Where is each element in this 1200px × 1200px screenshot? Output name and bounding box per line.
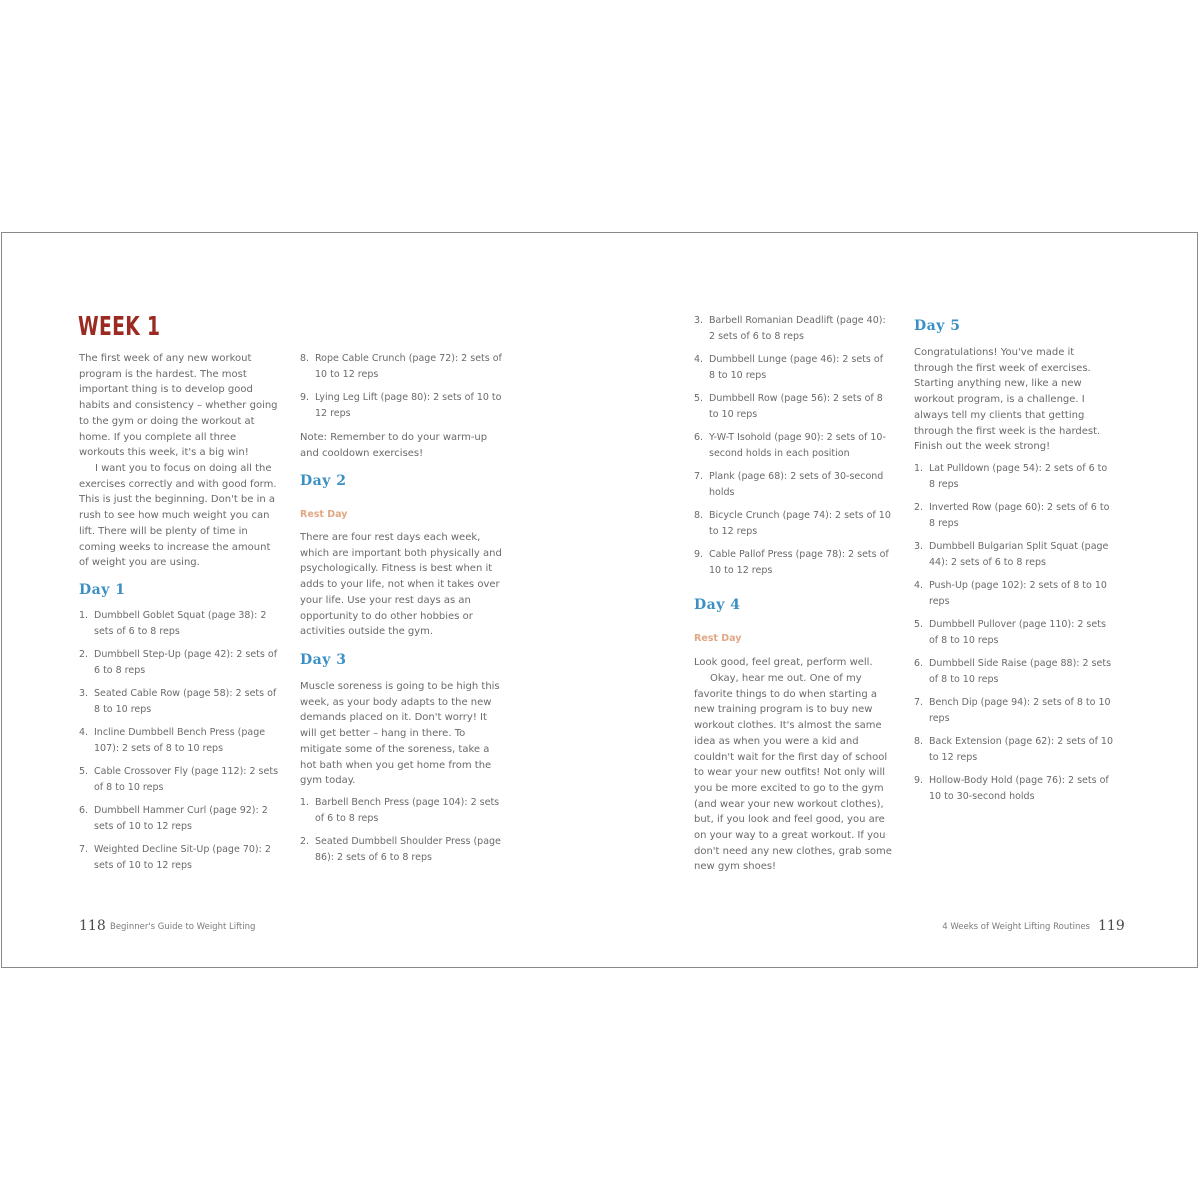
list-item: 5. Dumbbell Row (page 56): 2 sets of 8 to 10 reps bbox=[694, 393, 883, 420]
list-item: 6. Y-W-T Isohold (page 90): 2 sets of 10-second holds in each position bbox=[694, 432, 886, 459]
list-item: 6. Dumbbell Side Raise (page 88): 2 sets of 8 to 10 reps bbox=[914, 658, 1112, 685]
list-item: 2. Dumbbell Step-Up (page 42): 2 sets of 6 to 8 reps bbox=[79, 649, 278, 676]
list-item: 1. Dumbbell Goblet Squat (page 38): 2 sets of 6 to 8 reps bbox=[79, 610, 267, 637]
day-5-body: Congratulations! You've made it through the first week of exercises. Starting anything new, like a new workout program, is a challenge. I always tell my clients that getting through the first week is the hardest. Finish out the week strong! bbox=[914, 347, 1101, 453]
list-item: 1. Lat Pulldown (page 54): 2 sets of 6 to 8 reps bbox=[914, 463, 1108, 490]
list-item: 2. Seated Dumbbell Shoulder Press (page 86): 2 sets of 6 to 8 reps bbox=[300, 836, 501, 863]
day-1-note: Note: Remember to do your warm-up and cooldown exercises! bbox=[300, 432, 488, 459]
list-item: 8. Back Extension (page 62): 2 sets of 10 to 12 reps bbox=[914, 736, 1114, 763]
list-item: 3. Dumbbell Bulgarian Split Squat (page 44): 2 sets of 6 to 8 reps bbox=[914, 541, 1109, 568]
list-item: 2. Inverted Row (page 60): 2 sets of 6 to 8 reps bbox=[914, 502, 1110, 529]
running-footer-left: Beginner's Guide to Weight Lifting bbox=[110, 922, 256, 932]
list-item: 4. Dumbbell Lunge (page 46): 2 sets of 8 to 10 reps bbox=[694, 354, 884, 381]
day-4-rest-label: Rest Day bbox=[694, 633, 742, 644]
list-item: 8. Rope Cable Crunch (page 72): 2 sets of 10 to 12 reps bbox=[300, 353, 502, 380]
day-2-rest-label: Rest Day bbox=[300, 509, 348, 520]
list-item: 4. Push-Up (page 102): 2 sets of 8 to 10 reps bbox=[914, 580, 1107, 607]
page-number-left: 118 bbox=[79, 918, 106, 934]
intro-paragraph-1: The first week of any new workout program is the hardest. The most important thing is to develop good habits and consistency – whether going to the gym or doing the workout at home. If you complete all three workouts this week, it's a big win! bbox=[79, 353, 278, 459]
list-item: 7. Bench Dip (page 94): 2 sets of 8 to 10 reps bbox=[914, 697, 1111, 724]
day-2-heading: Day 2 bbox=[300, 473, 347, 489]
day-3-heading: Day 3 bbox=[300, 652, 347, 668]
list-item: 4. Incline Dumbbell Bench Press (page 107): 2 sets of 8 to 10 reps bbox=[79, 727, 266, 754]
list-item: 1. Barbell Bench Press (page 104): 2 sets of 6 to 8 reps bbox=[300, 797, 500, 824]
day-4-body: Okay, hear me out. One of my favorite things to do when starting a new training program is to buy new workout clothes. It's almost the same idea as when you were a kid and couldn't wait for the first day of school to wear your new outfits! Not only will you be more excited to go to the gym (and wear your new workout clothes), but, if you look and feel good, you are on your way to a great workout. If you don't need any new clothes, grab some new gym shoes! bbox=[694, 673, 892, 873]
intro-paragraph-2: I want you to focus on doing all the exercises correctly and with good form. This is just the beginning. Don't be in a rush to see how much weight you can lift. There will be plenty of time in coming weeks to increase the amount of weight you are using. bbox=[79, 463, 277, 569]
list-item: 9. Hollow-Body Hold (page 76): 2 sets of 10 to 30-second holds bbox=[914, 775, 1109, 802]
list-item: 7. Plank (page 68): 2 sets of 30-second holds bbox=[694, 471, 884, 498]
list-item: 6. Dumbbell Hammer Curl (page 92): 2 sets of 10 to 12 reps bbox=[79, 805, 268, 832]
day-4-heading: Day 4 bbox=[694, 597, 741, 613]
day-1-heading: Day 1 bbox=[79, 582, 126, 598]
day-2-body: There are four rest days each week, which are important both physically and psychologically. Fitness is best when it adds to your life, not when it takes over your life. Use your rest days as an opportunity to do other hobbies or activities outside the gym. bbox=[300, 532, 502, 638]
list-item: 3. Seated Cable Row (page 58): 2 sets of 8 to 10 reps bbox=[79, 688, 277, 715]
running-footer-right: 4 Weeks of Weight Lifting Routines bbox=[942, 922, 1090, 932]
day-3-body: Muscle soreness is going to be high this week, as your body adapts to the new demands placed on it. Don't worry! It will get better – hang in there. To mitigate some of the soreness, take a hot bath when you get home from the gym today. bbox=[300, 681, 500, 787]
list-item: 9. Cable Pallof Press (page 78): 2 sets of 10 to 12 reps bbox=[694, 549, 889, 576]
day-4-lead: Look good, feel great, perform well. bbox=[694, 657, 873, 668]
list-item: 3. Barbell Romanian Deadlift (page 40): 2 sets of 6 to 8 reps bbox=[694, 315, 886, 342]
list-item: 5. Dumbbell Pullover (page 110): 2 sets of 8 to 10 reps bbox=[914, 619, 1106, 646]
day-5-heading: Day 5 bbox=[914, 318, 961, 334]
list-item: 5. Cable Crossover Fly (page 112): 2 sets of 8 to 10 reps bbox=[79, 766, 279, 793]
list-item: 8. Bicycle Crunch (page 74): 2 sets of 10 to 12 reps bbox=[694, 510, 891, 537]
list-item: 9. Lying Leg Lift (page 80): 2 sets of 10 to 12 reps bbox=[300, 392, 502, 419]
list-item: 7. Weighted Decline Sit-Up (page 70): 2 sets of 10 to 12 reps bbox=[79, 844, 271, 871]
week-title: WEEK 1 bbox=[78, 312, 161, 342]
page-number-right: 119 bbox=[1098, 918, 1125, 934]
